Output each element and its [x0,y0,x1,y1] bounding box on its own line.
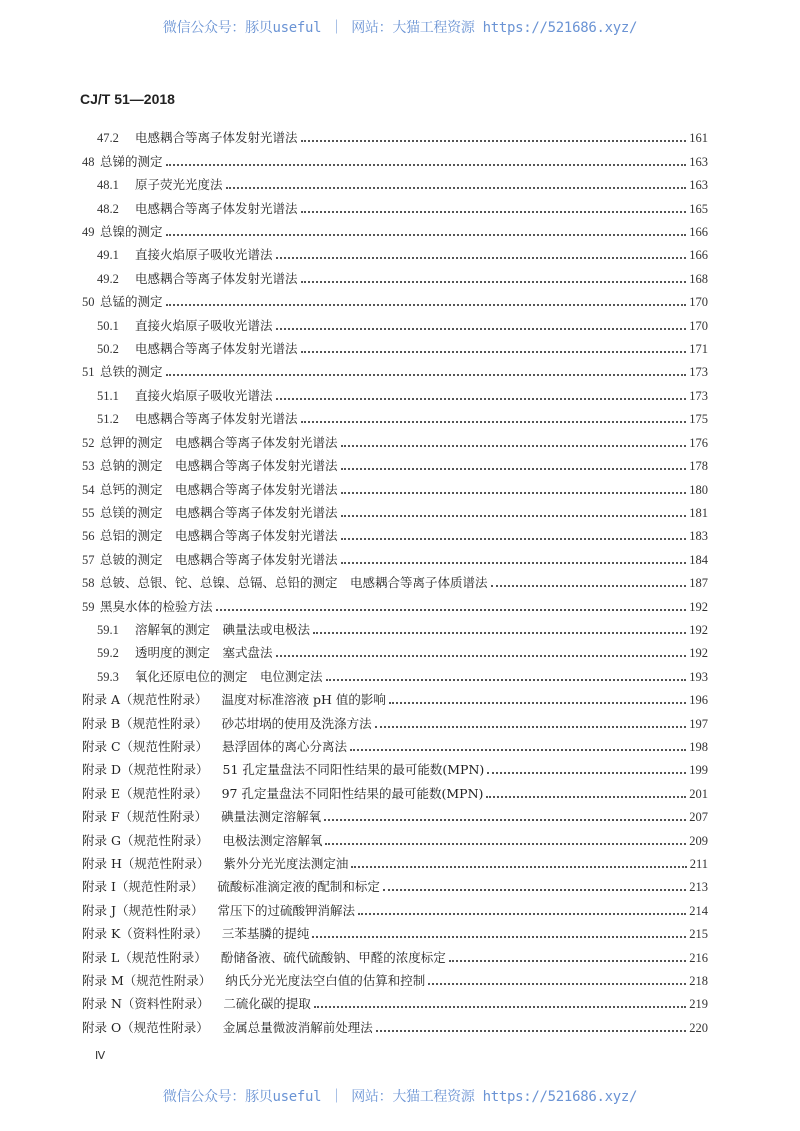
toc-entry-number: 51.1 [97,388,119,403]
toc-entry-title: 直接火焰原子吸收光谱法 [135,247,273,263]
dot-leader [325,843,686,845]
toc-entry[interactable] [82,897,708,920]
toc-entry-title: 总钙的测定 电感耦合等离子体发射光谱法 [100,481,338,497]
toc-entry[interactable] [82,827,708,850]
toc-entry-page: 216 [689,950,708,965]
toc-entry[interactable] [82,663,708,686]
toc-entry-title: 总锰的测定 [100,294,163,310]
toc-appendix-label: 附录 M（规范性附录） [82,973,212,989]
toc-entry[interactable] [82,593,708,616]
toc-entry-page: 213 [689,880,708,895]
dot-leader [486,796,686,798]
toc-entry-number: 50 [82,295,95,310]
toc-entry-number: 56 [82,529,95,544]
toc-entry-page: 166 [689,225,708,240]
toc-appendix-label: 附录 O（规范性附录） [82,1019,209,1035]
dot-leader [428,983,686,985]
toc-entry[interactable] [82,265,708,288]
toc-entry-title: 氧化还原电位的测定 电位测定法 [135,668,323,684]
toc-entry[interactable] [82,546,708,569]
toc-entry-page: 207 [689,810,708,825]
toc-entry[interactable] [82,476,708,499]
dot-leader [358,913,686,915]
toc-entry-number: 48 [82,154,95,169]
toc-entry-page: 161 [689,131,708,146]
toc-entry-title: 黑臭水体的检验方法 [100,598,213,614]
dot-leader [226,187,687,189]
toc-appendix-label: 附录 H（规范性附录） [82,856,210,871]
toc-entry[interactable] [82,453,708,476]
toc-appendix-label: 附录 N（资料性附录） [82,996,210,1012]
watermark-bottom: 微信公众号：豚贝useful ｜ 网站：大猫工程资源 https://521686.xyz/ [162,1089,638,1105]
toc-entry-title: 电感耦合等离子体发射光谱法 [135,270,298,286]
dot-leader [341,468,687,470]
toc-appendix-label: 附录 B（规范性附录） [82,715,208,731]
toc-entry-page: 220 [689,1020,708,1035]
toc-entry-title: 电感耦合等离子体发射光谱法 [135,341,298,357]
toc-entry[interactable] [82,944,708,967]
toc-appendix-label: 附录 D（规范性附录） [82,762,209,778]
dot-leader [166,164,687,166]
toc-entry-title: 电极法测定溶解氧 [222,832,323,848]
toc-entry-page: 181 [689,505,708,520]
toc-entry-page: 209 [689,833,708,848]
toc-entry[interactable] [82,757,708,780]
toc-entry-number: 51 [82,365,95,380]
table-of-contents [82,125,708,1038]
toc-entry[interactable] [82,148,708,171]
toc-entry-title: 总钠的测定 电感耦合等离子体发射光谱法 [100,458,338,474]
toc-entry-title: 直接火焰原子吸收光谱法 [135,387,273,403]
dot-leader [326,679,687,681]
dot-leader [166,304,687,306]
toc-entry-number: 48.1 [97,178,119,193]
toc-entry-title: 砂芯坩埚的使用及洗涤方法 [221,715,372,731]
dot-leader [276,655,687,657]
dot-leader [276,398,687,400]
toc-entry[interactable] [82,406,708,429]
toc-entry-number: 51.2 [97,412,119,427]
toc-entry-number: 47.2 [97,131,119,146]
toc-entry-title: 总锑的测定 [100,153,163,169]
toc-entry-page: 215 [689,927,708,942]
toc-entry-page: 180 [689,482,708,497]
toc-entry-title: 酚储备液、硫代硫酸钠、甲醛的浓度标定 [220,949,446,965]
dot-leader [351,866,686,868]
toc-appendix-label: 附录 L（规范性附录） [82,949,207,965]
toc-entry-page: 192 [689,646,708,661]
dot-leader [312,936,686,938]
toc-entry[interactable] [82,242,708,265]
toc-entry-page: 219 [689,997,708,1012]
toc-entry-title: 电感耦合等离子体发射光谱法 [135,411,298,427]
toc-entry[interactable] [82,687,708,710]
toc-appendix-label: 附录 A（规范性附录） [82,692,208,708]
toc-entry-page: 187 [689,576,708,591]
toc-entry-title: 碘量法测定溶解氧 [221,809,322,825]
toc-entry-title: 金属总量微波消解前处理法 [222,1019,373,1035]
toc-entry-number: 59.2 [97,646,119,661]
toc-appendix-label: 附录 E（规范性附录） [82,785,208,801]
toc-entry[interactable] [82,874,708,897]
toc-entry-page: 163 [689,154,708,169]
toc-entry-page: 173 [689,365,708,380]
toc-entry-page: 193 [689,669,708,684]
toc-entry-title: 总铁的测定 [100,364,163,380]
toc-entry-title: 总铍、总银、铊、总镍、总镉、总铅的测定 电感耦合等离子体质谱法 [100,575,488,591]
dot-leader [350,749,686,751]
toc-entry-number: 57 [82,552,95,567]
toc-entry-page: 192 [689,599,708,614]
toc-entry-page: 197 [689,716,708,731]
dot-leader [301,351,687,353]
toc-entry[interactable] [82,382,708,405]
toc-entry-page: 170 [689,295,708,310]
toc-entry-title: 原子荧光光度法 [135,177,223,193]
toc-appendix-label: 附录 K（资料性附录） [82,926,208,942]
toc-entry-page: 184 [689,552,708,567]
dot-leader [301,281,687,283]
toc-entry[interactable] [82,219,708,242]
toc-entry-title: 悬浮固体的离心分离法 [222,738,348,754]
toc-appendix-label: 附录 J（规范性附录） [82,902,204,918]
toc-entry-title: 溶解氧的测定 碘量法或电极法 [135,621,311,637]
toc-entry-title: 总镍的测定 [100,224,163,240]
toc-entry-page: 183 [689,529,708,544]
toc-entry-number: 53 [82,459,95,474]
toc-entry-page: 163 [689,178,708,193]
toc-entry-page: 198 [689,739,708,754]
toc-entry[interactable] [82,1014,708,1037]
toc-entry[interactable] [82,968,708,991]
toc-entry[interactable] [82,617,708,640]
toc-entry-page: 170 [689,318,708,333]
dot-leader [276,257,687,259]
toc-entry-number: 50.1 [97,318,119,333]
toc-entry-page: 173 [689,388,708,403]
dot-leader [376,1030,687,1032]
dot-leader [487,772,686,774]
dot-leader [314,1006,686,1008]
toc-entry[interactable] [82,289,708,312]
dot-leader [449,960,686,962]
toc-entry-page: 171 [689,342,708,357]
toc-entry[interactable] [82,312,708,335]
toc-entry[interactable] [82,991,708,1014]
dot-leader [389,702,686,704]
toc-entry-title: 直接火焰原子吸收光谱法 [135,317,273,333]
toc-entry-title: 总钾的测定 电感耦合等离子体发射光谱法 [100,434,338,450]
toc-entry-page: 166 [689,248,708,263]
toc-entry-title: 电感耦合等离子体发射光谱法 [135,130,298,146]
dot-leader [301,421,687,423]
toc-entry-number: 49 [82,225,95,240]
toc-entry-title: 三苯基膦的提纯 [221,926,310,942]
toc-entry-number: 54 [82,482,95,497]
toc-entry-number: 59.3 [97,669,119,684]
toc-entry-page: 211 [689,857,708,871]
toc-entry[interactable] [82,523,708,546]
dot-leader [341,538,687,540]
toc-entry-page: 176 [689,435,708,450]
dot-leader [341,445,687,447]
toc-entry-title: 二硫化碳的提取 [223,996,311,1012]
toc-entry-title: 总铝的测定 电感耦合等离子体发射光谱法 [100,528,338,544]
dot-leader [341,515,687,517]
toc-appendix-label: 附录 C（规范性附录） [82,738,209,754]
toc-appendix-label: 附录 I（规范性附录） [82,879,204,895]
toc-appendix-label: 附录 F（规范性附录） [82,809,208,825]
toc-entry-page: 165 [689,201,708,216]
toc-entry-page: 214 [689,903,708,918]
toc-entry-title: 51 孔定量盘法不同阳性结果的最可能数(MPN) [222,762,485,778]
toc-entry-title: 紫外分光光度法测定油 [223,856,349,871]
dot-leader [276,328,687,330]
dot-leader [341,492,687,494]
toc-entry[interactable] [82,851,708,874]
toc-entry[interactable] [82,710,708,733]
toc-entry[interactable] [82,172,708,195]
toc-entry-title: 总镁的测定 电感耦合等离子体发射光谱法 [100,504,338,520]
toc-entry-number: 59 [82,599,95,614]
toc-entry-page: 201 [689,786,708,801]
toc-entry[interactable] [82,640,708,663]
toc-entry-number: 59.1 [97,622,119,637]
toc-entry[interactable] [82,734,708,757]
dot-leader [166,374,687,376]
toc-entry-title: 97 孔定量盘法不同阳性结果的最可能数(MPN) [221,785,484,801]
page-number: Ⅳ [95,1050,106,1062]
dot-leader [375,726,687,728]
dot-leader [491,585,687,587]
toc-entry-page: 196 [689,693,708,708]
dot-leader [341,562,687,564]
toc-entry[interactable] [82,336,708,359]
dot-leader [383,889,686,891]
toc-entry[interactable] [82,195,708,218]
dot-leader [324,819,686,821]
toc-entry[interactable] [82,125,708,148]
dot-leader [313,632,686,634]
toc-entry[interactable] [82,804,708,827]
dot-leader [301,211,687,213]
toc-entry-number: 58 [82,576,95,591]
toc-entry-number: 49.1 [97,248,119,263]
toc-entry-number: 52 [82,435,95,450]
toc-entry-title: 透明度的测定 塞式盘法 [135,645,273,661]
toc-entry-page: 192 [689,622,708,637]
toc-entry-number: 48.2 [97,201,119,216]
toc-entry-title: 纳氏分光光度法空白值的估算和控制 [225,973,426,989]
toc-entry[interactable] [82,429,708,452]
toc-entry-number: 49.2 [97,271,119,286]
toc-entry[interactable] [82,921,708,944]
toc-entry-title: 电感耦合等离子体发射光谱法 [135,200,298,216]
toc-appendix-label: 附录 G（规范性附录） [82,832,209,848]
toc-entry[interactable] [82,359,708,382]
toc-entry[interactable] [82,570,708,593]
toc-entry[interactable] [82,780,708,803]
toc-entry-number: 50.2 [97,342,119,357]
toc-entry-page: 218 [689,974,708,989]
toc-entry-page: 175 [689,412,708,427]
watermark-top: 微信公众号：豚贝useful ｜ 网站：大猫工程资源 https://521686.xyz/ [162,20,638,36]
toc-entry-title: 温度对标准溶液 pH 值的影响 [221,692,386,708]
dot-leader [166,234,687,236]
dot-leader [216,609,687,611]
toc-entry-title: 硫酸标准滴定液的配制和标定 [217,879,380,895]
toc-entry-number: 55 [82,505,95,520]
toc-entry-title: 常压下的过硫酸钾消解法 [217,902,356,918]
toc-entry-page: 178 [689,459,708,474]
standard-code-header: CJ/T 51—2018 [80,91,175,107]
dot-leader [301,140,687,142]
toc-entry[interactable] [82,500,708,523]
toc-entry-page: 168 [689,271,708,286]
toc-entry-page: 199 [689,763,708,778]
toc-entry-title: 总铍的测定 电感耦合等离子体发射光谱法 [100,551,338,567]
